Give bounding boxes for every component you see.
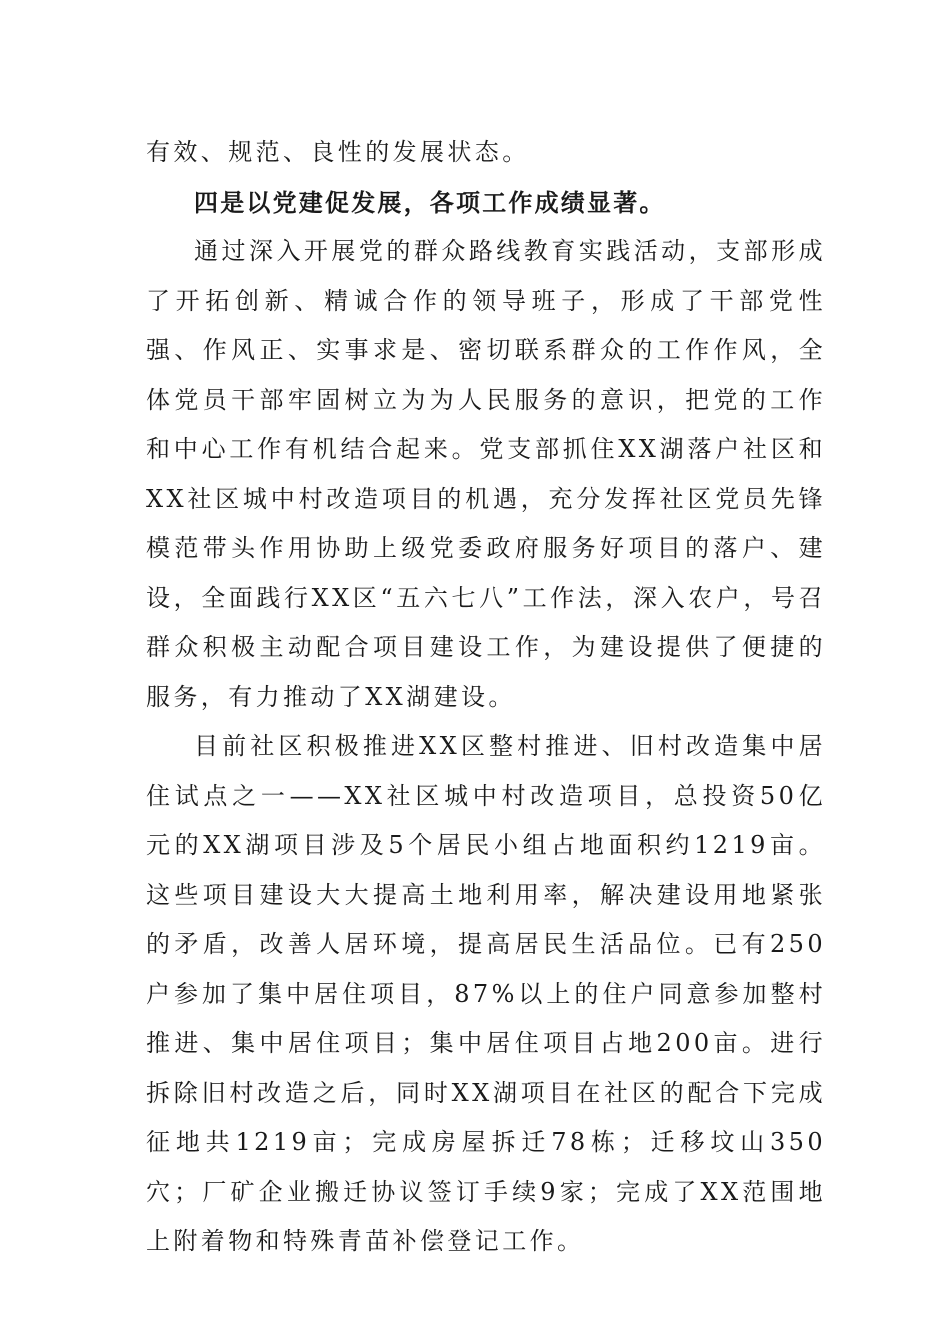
document-body — [146, 128, 826, 1267]
section-heading: 四是以党建促发展，各项工作成绩显著。 — [194, 187, 666, 217]
paragraph-party-building: 通过深入开展党的群众路线教育实践活动，支部形成了开拓创新、精诚合作的领导班子，形成了干部党性强、作风正、实事求是、密切联系群众的工作作风，全体党员干部牢固树立为为人民服务的意识，把党的工作和中心工作有机结合起来。党支部抓住XX湖落户社区和XX社区城中村改造项目的机遇，充分发挥社区党员先锋模范带头作用协助上级党委政府服务好项目的落户、建设，全面践行XX区“五六七八”工作法，深入农户，号召群众积极主动配合项目建设工作，为建设提供了便捷的服务，有力推动了XX湖建设。 — [146, 237, 826, 711]
paragraph-continuation: 有效、规范、良性的发展状态。 — [146, 138, 530, 166]
paragraph-project-progress: 目前社区积极推进XX区整村推进、旧村改造集中居住试点之一——XX社区城中村改造项目，总投资50亿元的XX湖项目涉及5个居民小组占地面积约1219亩。这些项目建设大大提高土地利用率，解决建设用地紧张的矛盾，改善人居环境，提高居民生活品位。已有250户参加了集中居住项目，87%以上的住户同意参加整村推进、集中居住项目；集中居住项目占地200亩。进行拆除旧村改造之后，同时XX湖项目在社区的配合下完成征地共1219亩；完成房屋拆迁78栋；迁移坟山350穴；厂矿企业搬迁协议签订手续9家；完成了XX范围地上附着物和特殊青苗补偿登记工作。 — [146, 732, 826, 1255]
